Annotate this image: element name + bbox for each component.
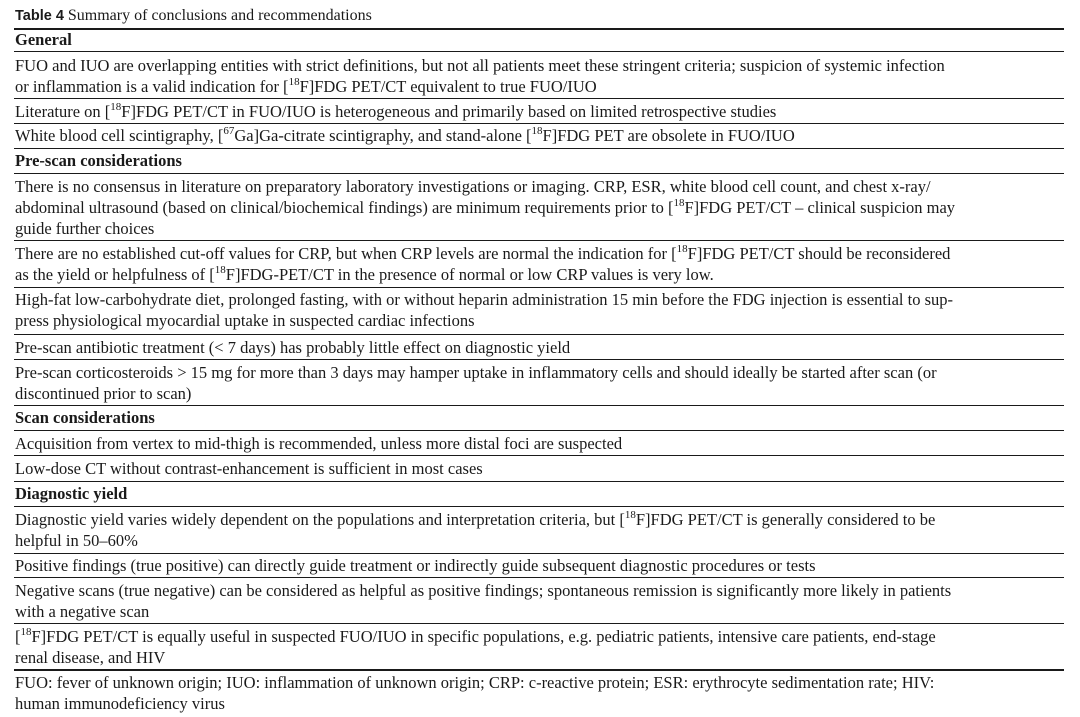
- table-row: White blood cell scintigraphy, [$^{67}$Ga]Ga-citrate scintigraphy, and stand-alone [$^{18}$F]FDG PET are obsolete in FUO/IUO: [15, 124, 795, 145]
- section-rule: [14, 506, 1064, 507]
- table-footnote: FUO: fever of unknown origin; IUO: inflammation of unknown origin; CRP: c-reactive protein; ESR: erythrocyte sedimentation rate; HIV: human immunodeficiency virus: [15, 673, 935, 713]
- table-row: Pre-scan antibiotic treatment (< 7 days) has probably little effect on diagnostic yield: [15, 338, 571, 357]
- section-rule: [14, 405, 1064, 406]
- table-row: Diagnostic yield varies widely dependent on the populations and interpretation criteria, but [$^{18}$F]FDG PET/CT is generally considered to be helpful in 50–60%: [15, 508, 936, 550]
- row-rule: [14, 334, 1064, 335]
- section-rule: [14, 51, 1064, 52]
- table-caption: [15, 6, 372, 26]
- table-row: Acquisition from vertex to mid-thigh is recommended, unless more distal foci are suspected: [15, 434, 623, 453]
- table-bottom-rule: [14, 669, 1064, 671]
- table-row: FUO and IUO are overlapping entities with strict definitions, but not all patients meet these stringent criteria; suspicion of systemic infection or inflammation is a valid indication for [$^{18}$F]FDG PET/CT equivalent to true FUO/IUO: [15, 56, 945, 96]
- section-scan: Scan considerations: [15, 408, 155, 427]
- table-row: There is no consensus in literature on preparatory laboratory investigations or imaging. CRP, ESR, white blood cell count, and chest x-ray/ abdominal ultrasound (based on clinical/biochemical findings) are minimum requirements prior to [$^{18}$F]FDG PET/CT – clinical suspicion may guide further choices: [15, 177, 956, 238]
- table-row: Literature on [$^{18}$F]FDG PET/CT in FUO/IUO is heterogeneous and primarily based on limited retrospective studies: [15, 100, 777, 121]
- section-rule: [14, 173, 1064, 174]
- row-rule: [14, 455, 1064, 456]
- table-row: [$^{18}$F]FDG PET/CT is equally useful in suspected FUO/IUO in specific populations, e.g. pediatric patients, intensive care patients, end-stage renal disease, and HIV: [15, 625, 936, 667]
- table-label: Table 4: [15, 8, 64, 24]
- row-rule: [14, 98, 1064, 99]
- row-rule: [14, 623, 1064, 624]
- row-rule: [14, 359, 1064, 360]
- table-row: Low-dose CT without contrast-enhancement is sufficient in most cases: [15, 459, 483, 478]
- row-rule: [14, 577, 1064, 578]
- section-general: General: [15, 30, 72, 49]
- table-row: Negative scans (true negative) can be considered as helpful as positive findings; spontaneous remission is significantly more likely in patients with a negative scan: [15, 581, 952, 621]
- table-row: There are no established cut-off values for CRP, but when CRP levels are normal the indication for [$^{18}$F]FDG PET/CT should be reconsidered as the yield or helpfulness of [$^{18}$F]FDG-PET/CT in the presence of normal or low CRP values is very low.: [15, 242, 951, 284]
- section-diagnostic-yield: Diagnostic yield: [15, 484, 128, 503]
- row-rule: [14, 287, 1064, 288]
- row-rule: [14, 240, 1064, 241]
- section-rule: [14, 148, 1064, 149]
- table-row: Positive findings (true positive) can directly guide treatment or indirectly guide subsequent diagnostic procedures or tests: [15, 556, 816, 575]
- table-top-rule: [14, 28, 1064, 30]
- section-rule: [14, 481, 1064, 482]
- section-prescan: Pre-scan considerations: [15, 151, 182, 170]
- section-rule: [14, 430, 1064, 431]
- row-rule: [14, 123, 1064, 124]
- row-rule: [14, 553, 1064, 554]
- table-row: Pre-scan corticosteroids > 15 mg for more than 3 days may hamper uptake in inflammatory cells and should ideally be started after scan (or discontinued prior to scan): [15, 363, 937, 403]
- table-row: High-fat low-carbohydrate diet, prolonged fasting, with or without heparin administration 15 min before the FDG injection is essential to sup- press physiological myocardial uptake in suspected cardiac infections: [15, 290, 954, 330]
- table-title: Summary of conclusions and recommendations: [67, 7, 372, 24]
